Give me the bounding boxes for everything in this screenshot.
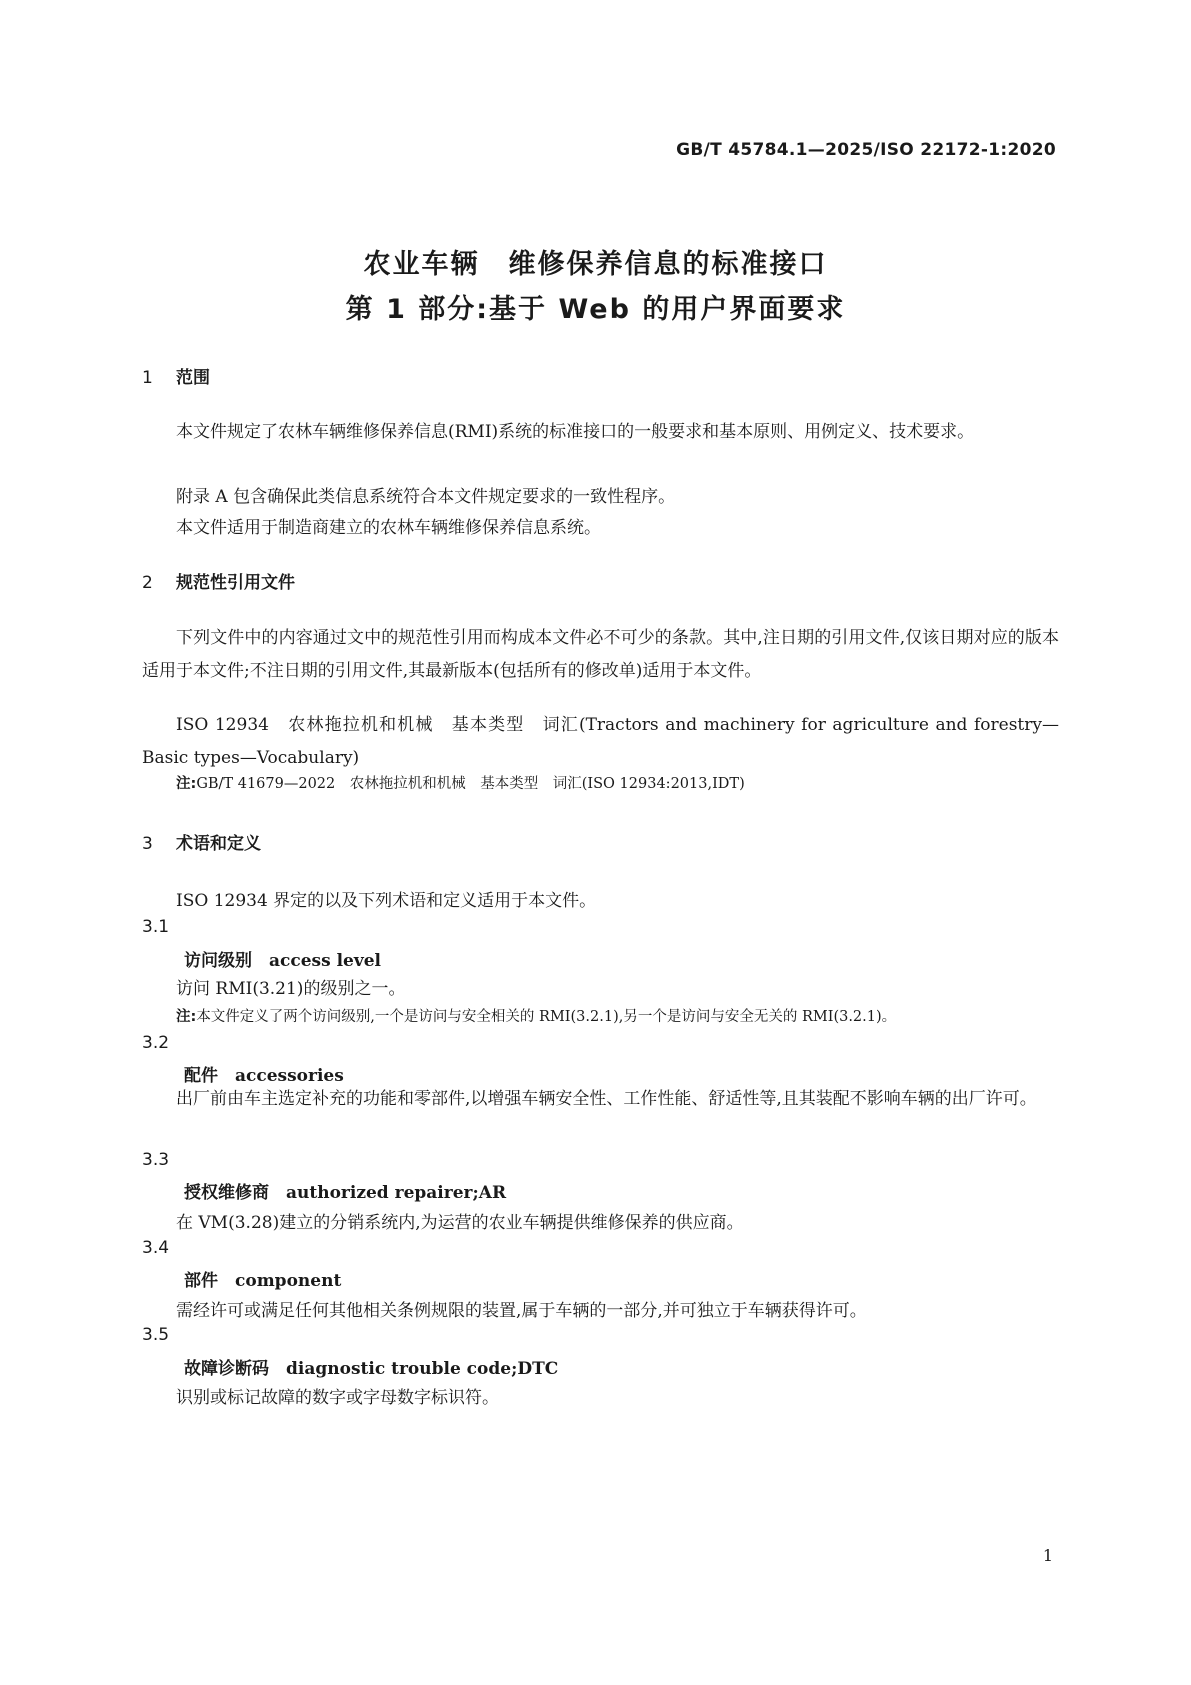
term-english: accessories	[235, 1066, 344, 1086]
section-heading-terms-definitions	[142, 829, 261, 854]
page-number: 1	[1042, 1546, 1053, 1565]
note-text: 本文件定义了两个访问级别,一个是访问与安全相关的 RMI(3.2.1),另一个是访问与安全无关的 RMI(3.2.1)。	[196, 1009, 897, 1025]
term-english: access level	[269, 951, 382, 971]
terms-intro: ISO 12934 界定的以及下列术语和定义适用于本文件。	[176, 891, 597, 911]
term-heading	[184, 946, 381, 971]
standard-number: GB/T 45784.1—2025/ISO 22172-1:2020	[676, 140, 1056, 160]
scope-paragraph-2: 附录 A 包含确保此类信息系统符合本文件规定要求的一致性程序。	[176, 487, 676, 507]
term-english: diagnostic trouble code;DTC	[286, 1359, 559, 1379]
section-title: 规范性引用文件	[176, 573, 295, 593]
term-number: 3.5	[142, 1325, 170, 1345]
note-text: GB/T 41679—2022 农林拖拉机和机械 基本类型 词汇(ISO 12934:2013,IDT)	[196, 776, 745, 792]
term-chinese: 授权维修商	[184, 1183, 269, 1203]
term-chinese: 故障诊断码	[184, 1359, 269, 1379]
section-title: 术语和定义	[176, 834, 261, 854]
scope-paragraph-1: 本文件规定了农林车辆维修保养信息(RMI)系统的标准接口的一般要求和基本原则、用例定义、技术要求。	[176, 422, 975, 442]
references-paragraph: 下列文件中的内容通过文中的规范性引用而构成本文件必不可少的条款。其中,注日期的引用文件,仅该日期对应的版本适用于本文件;不注日期的引用文件,其最新版本(包括所有的修改单)适用于本文件。	[142, 628, 1059, 681]
term-heading	[184, 1354, 558, 1379]
note-label: 注:	[176, 1009, 197, 1025]
note-label: 注:	[176, 776, 197, 792]
term-chinese: 部件	[184, 1271, 218, 1291]
section-heading-normative-references	[142, 568, 295, 593]
term-definition: 访问 RMI(3.21)的级别之一。	[176, 979, 406, 999]
scope-paragraph-3: 本文件适用于制造商建立的农林车辆维修保养信息系统。	[176, 518, 601, 538]
document-title-line-1: 农业车辆 维修保养信息的标准接口	[363, 249, 828, 280]
section-number: 3	[142, 834, 153, 854]
term-definition: 出厂前由车主选定补充的功能和零部件,以增强车辆安全性、工作性能、舒适性等,且其装配不影响车辆的出厂许可。	[176, 1089, 1037, 1109]
reference-iso-12934: ISO 12934 农林拖拉机和机械 基本类型 词汇(Tractors and machinery for agriculture and forestry—Basic types—Vocabulary)	[142, 715, 1059, 768]
term-number: 3.3	[142, 1150, 170, 1170]
reference-note	[176, 772, 745, 793]
term-english: authorized repairer;AR	[286, 1183, 507, 1203]
term-heading	[184, 1178, 506, 1203]
section-number: 1	[142, 368, 153, 388]
term-number: 3.4	[142, 1238, 170, 1258]
term-heading	[184, 1266, 341, 1291]
section-heading-scope	[142, 363, 210, 388]
document-title-line-2: 第 1 部分:基于 Web 的用户界面要求	[345, 294, 846, 325]
term-definition: 需经许可或满足任何其他相关条例规限的装置,属于车辆的一部分,并可独立于车辆获得许可。	[176, 1301, 867, 1321]
term-chinese: 配件	[184, 1066, 218, 1086]
term-number: 3.1	[142, 917, 170, 937]
term-chinese: 访问级别	[184, 951, 252, 971]
term-note	[176, 1005, 896, 1026]
section-number: 2	[142, 573, 153, 593]
term-english: component	[235, 1271, 342, 1291]
term-definition: 在 VM(3.28)建立的分销系统内,为运营的农业车辆提供维修保养的供应商。	[176, 1213, 744, 1233]
term-number: 3.2	[142, 1033, 170, 1053]
term-definition: 识别或标记故障的数字或字母数字标识符。	[176, 1388, 499, 1408]
section-title: 范围	[176, 368, 210, 388]
